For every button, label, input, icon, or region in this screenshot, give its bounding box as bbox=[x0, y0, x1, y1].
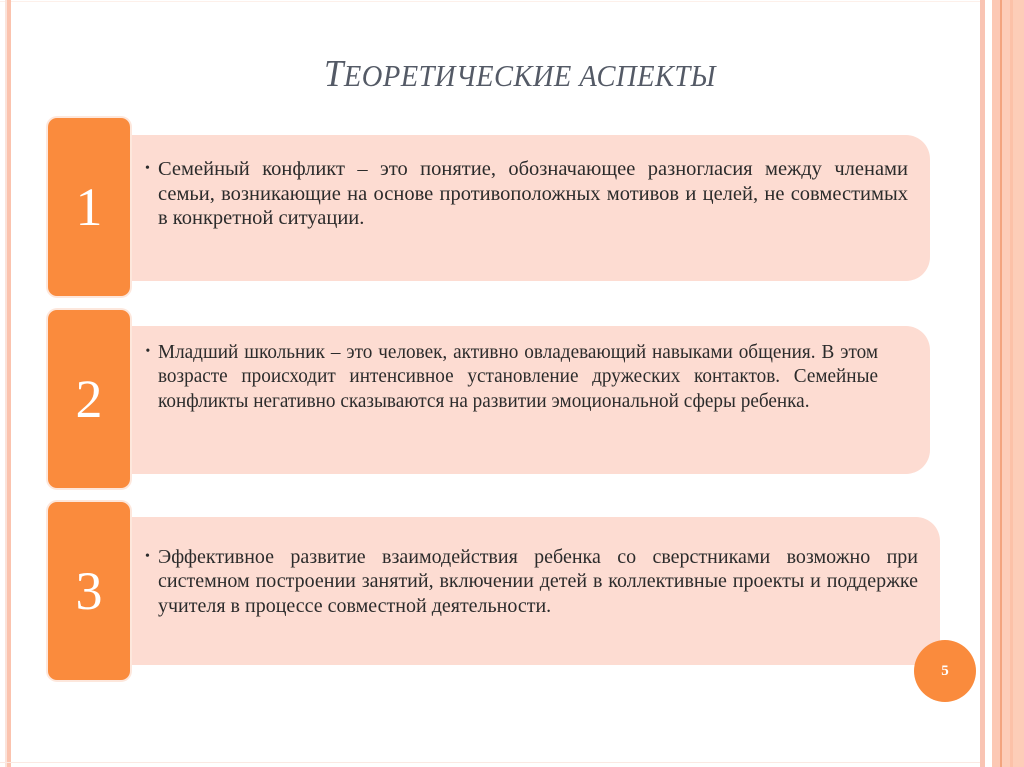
item-text-content: Эффективное развитие взаимодействия ребенка со сверстниками возможно при системном построении занятий, включении детей в коллективные проекты и поддержке учителя в процессе совместной деятельности. bbox=[158, 546, 918, 617]
bullet-icon: • bbox=[145, 344, 151, 359]
left-border-line-thick bbox=[7, 0, 11, 767]
item-number-badge-1 bbox=[48, 118, 130, 296]
bottom-border-line bbox=[0, 762, 990, 763]
item-number: 3 bbox=[75, 561, 103, 621]
item-text-box-1 bbox=[130, 135, 930, 281]
band-stripe bbox=[992, 0, 1000, 767]
item-text-1 bbox=[145, 157, 908, 231]
bullet-icon: • bbox=[145, 549, 150, 564]
item-text-box-2 bbox=[130, 326, 930, 474]
band-gap bbox=[985, 0, 992, 767]
item-text-content: Младший школьник – это человек, активно овладевающий навыками общения. В этом возрасте происходит интенсивное установление дружеских контактов. Семейные конфликты негативно сказываются на развитии эмоциональной сферы ребенка. bbox=[158, 341, 878, 412]
item-number: 2 bbox=[75, 369, 103, 429]
band-stripe-dark bbox=[1000, 0, 1002, 767]
band-stripe bbox=[1010, 0, 1013, 767]
right-decorative-band bbox=[980, 0, 1024, 767]
title-initial: Т bbox=[323, 53, 344, 95]
page-number-badge bbox=[914, 640, 976, 702]
title-rest: ЕОРЕТИЧЕСКИЕ АСПЕКТЫ bbox=[343, 58, 717, 93]
item-number: 1 bbox=[75, 177, 103, 237]
page-number: 5 bbox=[941, 662, 949, 679]
item-text-2 bbox=[145, 340, 878, 413]
bullet-icon: • bbox=[145, 161, 150, 176]
band-stripe bbox=[1002, 0, 1024, 767]
item-text-box-3 bbox=[130, 517, 940, 665]
slide-title bbox=[262, 52, 777, 96]
item-text-3 bbox=[145, 545, 918, 618]
top-border-line bbox=[0, 1, 990, 2]
item-number-badge-2 bbox=[48, 310, 130, 488]
item-text-content: Семейный конфликт – это понятие, обозначающее разногласия между членами семьи, возникающие на основе противоположных мотивов и целей, не совместимых в конкретной ситуации. bbox=[158, 158, 908, 229]
item-number-badge-3 bbox=[48, 502, 130, 680]
